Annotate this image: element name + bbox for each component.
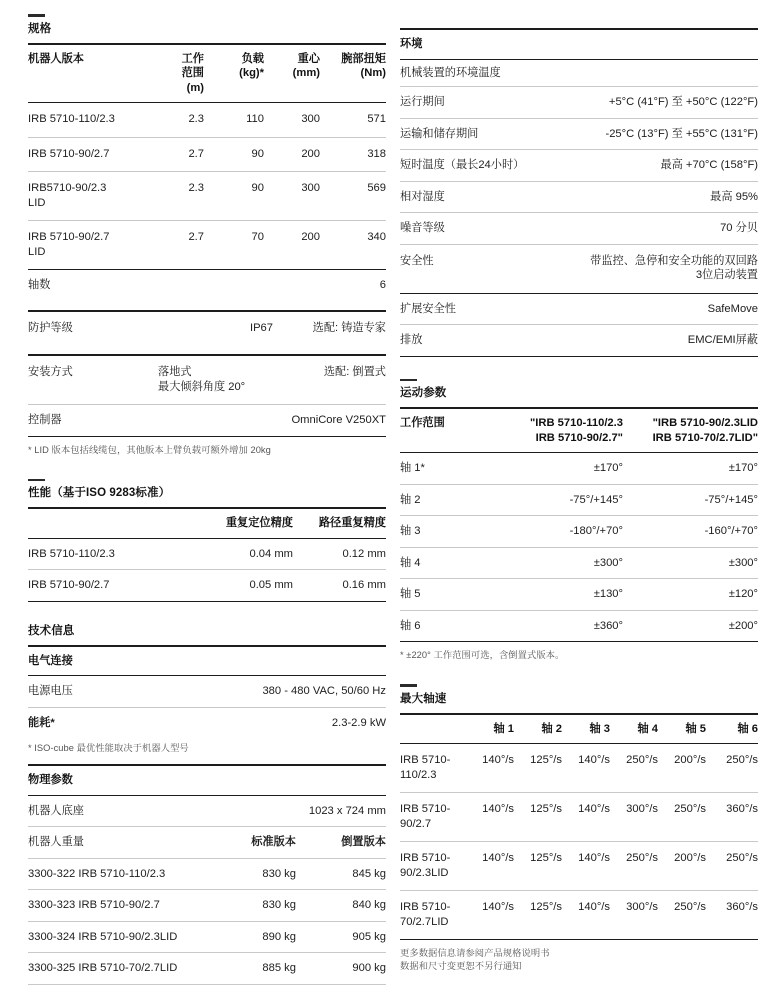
environment-subheader: 机械装置的环境温度	[400, 66, 501, 79]
weight-row-inverted: 905 kg	[352, 930, 386, 943]
speed-value: 250°/s	[674, 803, 706, 815]
section-title-performance: 性能（基于ISO 9283标准）	[28, 487, 171, 499]
speed-value: 140°/s	[578, 803, 610, 815]
table-row	[400, 516, 758, 548]
speed-row-name-line2: 90/2.7	[400, 817, 432, 830]
table-row	[400, 547, 758, 579]
weight-row-inverted: 900 kg	[352, 962, 386, 974]
weight-col-inverted: 倒置版本	[341, 836, 386, 848]
spec-row-reach: 2.3	[188, 113, 204, 125]
weight-row-name: 3300-324 IRB 5710-90/2.3LID	[28, 930, 178, 943]
safety-row	[400, 244, 758, 293]
table-row	[400, 579, 758, 611]
spec-row-reach: 2.3	[188, 182, 204, 194]
motion-axis-label: 轴 4	[400, 556, 421, 569]
electrical-table	[28, 645, 386, 739]
speed-row-name-line2: 70/2.7LID	[400, 915, 449, 928]
section-dash	[28, 14, 45, 17]
speed-value: 300°/s	[626, 803, 658, 815]
mounting-row	[28, 355, 386, 405]
spec-row-torque: 569	[367, 182, 386, 194]
speed-row-name-line1: IRB 5710-	[400, 852, 451, 864]
speed-value: 360°/s	[726, 901, 758, 913]
performance-row-repeat: 0.04 mm	[249, 547, 293, 560]
motion-axis-label: 轴 1*	[400, 462, 425, 474]
electrical-footnote: * ISO-cube 最优性能取决于机器人型号	[28, 743, 189, 753]
motion-table	[400, 407, 758, 642]
spec-row-name-line2: LID	[28, 245, 46, 258]
env-label: 运行期间	[400, 96, 445, 108]
mounting-value	[158, 355, 291, 405]
motion-axis-label: 轴 3	[400, 525, 421, 537]
spec-table-header	[28, 44, 386, 103]
speed-value: 125°/s	[530, 754, 562, 766]
motion-footnote: * ±220° 工作范围可选，含倒置式版本。	[400, 650, 565, 660]
performance-row-path: 0.12 mm	[342, 547, 386, 560]
axes-count-value: 6	[379, 279, 386, 291]
spec-col-version: 机器人版本	[28, 52, 84, 65]
physical-title: 物理参数	[28, 774, 73, 786]
motion-range-label: 工作范围	[400, 417, 445, 429]
section-title-spec: 规格	[28, 22, 52, 35]
table-row	[400, 87, 758, 119]
environment-header-row	[400, 29, 758, 59]
speed-value: 200°/s	[674, 754, 706, 766]
spec-col-com	[264, 44, 320, 103]
spec-row-com: 300	[301, 182, 320, 194]
env-label: 噪音等级	[400, 222, 445, 234]
protection-row	[28, 311, 386, 346]
spec-row-torque: 571	[367, 113, 386, 125]
table-bottom-rule	[28, 984, 386, 985]
speed-value: 200°/s	[674, 852, 706, 864]
table-row	[400, 293, 758, 325]
mounting-label: 安装方式	[28, 366, 73, 378]
weight-row-standard: 885 kg	[262, 962, 296, 974]
table-row	[400, 744, 758, 793]
table-row	[400, 181, 758, 213]
weight-col-standard: 标准版本	[251, 836, 296, 848]
motion-axis-label: 轴 6	[400, 619, 421, 632]
speed-value: 140°/s	[578, 754, 610, 766]
motion-axis-c1: ±300°	[593, 556, 623, 569]
electrical-title: 电气连接	[28, 654, 73, 667]
spec-row-payload: 70	[251, 231, 264, 243]
spec-footnote: * LID 版本包括线缆包，其他版本上臂负载可额外增加 20kg	[28, 444, 271, 455]
spec-col-com-line2: (mm)	[292, 67, 320, 79]
speed-value: 250°/s	[674, 901, 706, 913]
section-motion	[400, 379, 758, 401]
table-row	[28, 890, 386, 922]
spec-row-reach: 2.7	[188, 231, 204, 243]
mounting-table	[28, 354, 386, 437]
section-title-speed: 最大轴速	[400, 692, 447, 705]
speed-col-axis3: 轴 3	[589, 722, 610, 735]
weight-row-standard: 890 kg	[262, 930, 296, 943]
table-row	[28, 570, 386, 602]
motion-axis-c1: ±170°	[593, 462, 623, 474]
speed-value: 140°/s	[482, 901, 514, 913]
speed-row-name-line2: 90/2.3LID	[400, 866, 449, 879]
motion-axis-c2: ±200°	[728, 619, 758, 632]
speed-value: 250°/s	[626, 754, 658, 766]
spacer	[28, 457, 386, 479]
spec-row-payload: 90	[251, 147, 264, 160]
section-title-tech: 技术信息	[28, 624, 75, 637]
speed-row-name	[400, 744, 466, 793]
spec-col-reach-line3: (m)	[186, 81, 204, 94]
speed-table	[400, 713, 758, 941]
ext-safety-label: 扩展安全性	[400, 302, 456, 315]
controller-label: 控制器	[28, 414, 62, 426]
weight-row-name: 3300-322 IRB 5710-110/2.3	[28, 867, 166, 880]
section-spec	[28, 14, 386, 36]
spec-row-name: IRB 5710-110/2.3	[28, 113, 115, 125]
spec-col-com-line1: 重心	[297, 52, 320, 65]
speed-row-name-line2: 110/2.3	[400, 768, 437, 781]
speed-value: 250°/s	[726, 754, 758, 766]
section-dash	[400, 684, 417, 687]
page-footer	[400, 940, 758, 973]
env-value: 70 分贝	[720, 222, 758, 234]
protection-table	[28, 310, 386, 346]
power-label: 能耗*	[28, 716, 55, 729]
env-value: 最高 +70°C (158°F)	[660, 159, 758, 171]
performance-table	[28, 507, 386, 602]
performance-row-name: IRB 5710-110/2.3	[28, 547, 115, 560]
motion-col1-header	[488, 408, 623, 453]
weight-row-standard: 830 kg	[262, 867, 296, 880]
section-dash	[28, 479, 45, 482]
section-performance	[28, 479, 386, 501]
axes-count-row	[28, 270, 386, 301]
env-value: +5°C (41°F) 至 +50°C (122°F)	[608, 96, 758, 108]
speed-row-name-line1: IRB 5710-	[400, 803, 451, 815]
speed-value: 125°/s	[530, 852, 562, 864]
speed-value: 140°/s	[482, 754, 514, 766]
spec-table	[28, 43, 386, 301]
spacer	[400, 662, 758, 684]
base-value: 1023 x 724 mm	[308, 804, 386, 817]
performance-col-path: 路径重复精度	[318, 517, 386, 529]
motion-axis-c2: -75°/+145°	[704, 493, 758, 506]
spec-row-com: 200	[301, 231, 320, 243]
spec-row-name-line2: LID	[28, 196, 46, 209]
spec-col-reach-line1: 工作	[181, 52, 204, 65]
mounting-option: 选配: 倒置式	[323, 366, 386, 378]
motion-col2-line2: IRB 5710-70/2.7LID"	[652, 431, 758, 444]
weight-label: 机器人重量	[28, 836, 84, 848]
emission-label: 排放	[400, 334, 423, 346]
table-row	[28, 953, 386, 985]
weight-row-name: 3300-323 IRB 5710-90/2.7	[28, 899, 160, 911]
motion-axis-c1: -75°/+145°	[569, 493, 623, 506]
safety-value	[520, 244, 758, 293]
protection-value: IP67	[249, 321, 273, 334]
speed-value: 140°/s	[578, 852, 610, 864]
spec-row-payload: 90	[251, 182, 264, 194]
section-dash	[400, 379, 417, 382]
ext-safety-value: SafeMove	[707, 302, 758, 315]
spacer	[400, 357, 758, 379]
motion-axis-label: 轴 5	[400, 588, 421, 600]
table-row	[400, 213, 758, 245]
section-title-motion: 运动参数	[400, 387, 447, 399]
table-row	[28, 221, 386, 270]
env-label: 运输和储存期间	[400, 127, 479, 140]
spacer	[28, 755, 386, 764]
speed-value: 250°/s	[726, 852, 758, 864]
env-value: -25°C (13°F) 至 +55°C (131°F)	[605, 127, 758, 140]
section-speed	[400, 684, 758, 706]
speed-col-axis2: 轴 2	[541, 722, 562, 735]
motion-axis-c2: ±170°	[728, 462, 758, 474]
speed-value: 360°/s	[726, 803, 758, 815]
footer-line2: 数据和尺寸变更恕不另行通知	[400, 961, 522, 971]
safety-label: 安全性	[400, 254, 434, 267]
environment-title: 环境	[400, 38, 423, 50]
spec-row-torque: 340	[367, 231, 386, 243]
spacer	[28, 602, 386, 624]
weight-row-standard: 830 kg	[262, 899, 296, 911]
weight-header-row	[28, 827, 386, 859]
spec-row-com: 200	[301, 147, 320, 160]
table-row	[400, 793, 758, 842]
spec-row-name	[28, 221, 152, 270]
speed-row-name-line1: IRB 5710-	[400, 754, 451, 766]
performance-row-name: IRB 5710-90/2.7	[28, 579, 110, 591]
table-row	[400, 842, 758, 891]
speed-col-axis6: 轴 6	[737, 722, 758, 735]
table-row	[400, 610, 758, 642]
footer-line1: 更多数据信息请参阅产品规格说明书	[400, 948, 550, 958]
safety-value-line1: 带监控、急停和安全功能的双回路	[590, 254, 758, 267]
spec-col-torque-line1: 腕部扭矩	[341, 52, 386, 65]
voltage-value: 380 - 480 VAC, 50/60 Hz	[262, 685, 386, 697]
table-row	[28, 137, 386, 172]
spec-row-reach: 2.7	[188, 147, 204, 160]
motion-col1-line2: IRB 5710-90/2.7"	[535, 431, 623, 444]
speed-row-name	[400, 891, 466, 940]
mounting-value-line2: 最大倾斜角度 20°	[158, 380, 246, 393]
mounting-value-line1: 落地式	[158, 366, 192, 378]
spec-row-name-line1: IRB 5710-90/2.7	[28, 231, 110, 243]
table-row	[400, 150, 758, 182]
table-row	[28, 172, 386, 221]
table-row	[28, 676, 386, 708]
table-row	[400, 484, 758, 516]
table-row	[28, 103, 386, 138]
spec-col-payload-line2: (kg)*	[239, 67, 264, 79]
table-row	[28, 921, 386, 953]
speed-value: 125°/s	[530, 803, 562, 815]
env-value: 最高 95%	[710, 190, 758, 203]
motion-col2-line1: "IRB 5710-90/2.3LID	[652, 417, 758, 429]
speed-value: 140°/s	[482, 803, 514, 815]
controller-row	[28, 405, 386, 437]
table-row	[400, 118, 758, 150]
motion-table-header	[400, 408, 758, 453]
weight-row-name: 3300-325 IRB 5710-70/2.7LID	[28, 962, 178, 974]
right-column	[400, 14, 758, 971]
table-row	[400, 453, 758, 485]
spec-row-name: IRB 5710-90/2.7	[28, 147, 110, 160]
speed-row-name-line1: IRB 5710-	[400, 901, 451, 913]
table-row	[28, 538, 386, 570]
performance-col-repeat: 重复定位精度	[225, 517, 293, 529]
physical-header-row	[28, 765, 386, 795]
safety-value-line2: 3位启动装置	[695, 269, 758, 281]
speed-col-axis5: 轴 5	[685, 722, 706, 735]
motion-axis-c1: ±130°	[593, 588, 623, 600]
weight-row-inverted: 840 kg	[352, 899, 386, 911]
speed-col-empty	[400, 714, 466, 744]
spacer	[400, 14, 758, 28]
speed-value: 300°/s	[626, 901, 658, 913]
table-row	[400, 891, 758, 940]
motion-axis-c1: -180°/+70°	[569, 525, 623, 537]
power-value: 2.3-2.9 kW	[331, 716, 386, 729]
controller-value: OmniCore V250XT	[291, 414, 386, 426]
spec-row-payload: 110	[246, 113, 264, 125]
performance-row-repeat: 0.05 mm	[249, 579, 293, 591]
spec-row-name	[28, 172, 152, 221]
table-row	[400, 325, 758, 357]
table-row	[28, 707, 386, 738]
speed-row-name	[400, 793, 466, 842]
speed-col-axis1: 轴 1	[493, 722, 514, 735]
axes-count-label: 轴数	[28, 279, 51, 291]
speed-value: 125°/s	[530, 901, 562, 913]
performance-table-header	[28, 508, 386, 538]
environment-subheader-row	[400, 59, 758, 87]
spec-row-name-line1: IRB5710-90/2.3	[28, 182, 107, 194]
speed-table-header	[400, 714, 758, 744]
voltage-label: 电源电压	[28, 685, 73, 697]
table-row	[28, 858, 386, 890]
spec-col-reach	[152, 44, 204, 103]
physical-table	[28, 764, 386, 985]
performance-row-path: 0.16 mm	[342, 579, 386, 591]
spec-col-torque-line2: (Nm)	[360, 67, 386, 79]
left-column	[28, 14, 386, 974]
motion-axis-label: 轴 2	[400, 493, 421, 506]
motion-axis-c1: ±360°	[593, 619, 623, 632]
spec-row-com: 300	[301, 113, 320, 125]
speed-row-name	[400, 842, 466, 891]
environment-table	[400, 28, 758, 357]
base-row	[28, 795, 386, 827]
protection-option: 选配: 铸造专家	[312, 321, 386, 334]
motion-col2-header	[623, 408, 758, 453]
speed-value: 250°/s	[626, 852, 658, 864]
spacer	[28, 345, 386, 354]
protection-label: 防护等级	[28, 321, 73, 334]
spec-col-reach-line2: 范围	[181, 67, 204, 79]
motion-col1-line1: "IRB 5710-110/2.3	[529, 417, 623, 429]
base-label: 机器人底座	[28, 804, 84, 817]
spec-col-payload-line1: 负载	[241, 52, 264, 65]
motion-axis-c2: -160°/+70°	[704, 525, 758, 537]
performance-col-empty	[28, 508, 188, 538]
spec-col-payload	[204, 44, 264, 103]
spec-row-torque: 318	[367, 147, 386, 160]
speed-value: 140°/s	[578, 901, 610, 913]
speed-value: 140°/s	[482, 852, 514, 864]
env-label: 相对湿度	[400, 190, 445, 203]
env-label: 短时温度（最长24小时）	[400, 159, 525, 171]
emission-value: EMC/EMI屏蔽	[687, 334, 758, 346]
motion-axis-c2: ±300°	[728, 556, 758, 569]
spacer	[28, 301, 386, 310]
motion-axis-c2: ±120°	[728, 588, 758, 600]
electrical-header-row	[28, 646, 386, 676]
spec-col-torque	[320, 44, 386, 103]
speed-col-axis4: 轴 4	[637, 722, 658, 735]
weight-row-inverted: 845 kg	[352, 867, 386, 880]
